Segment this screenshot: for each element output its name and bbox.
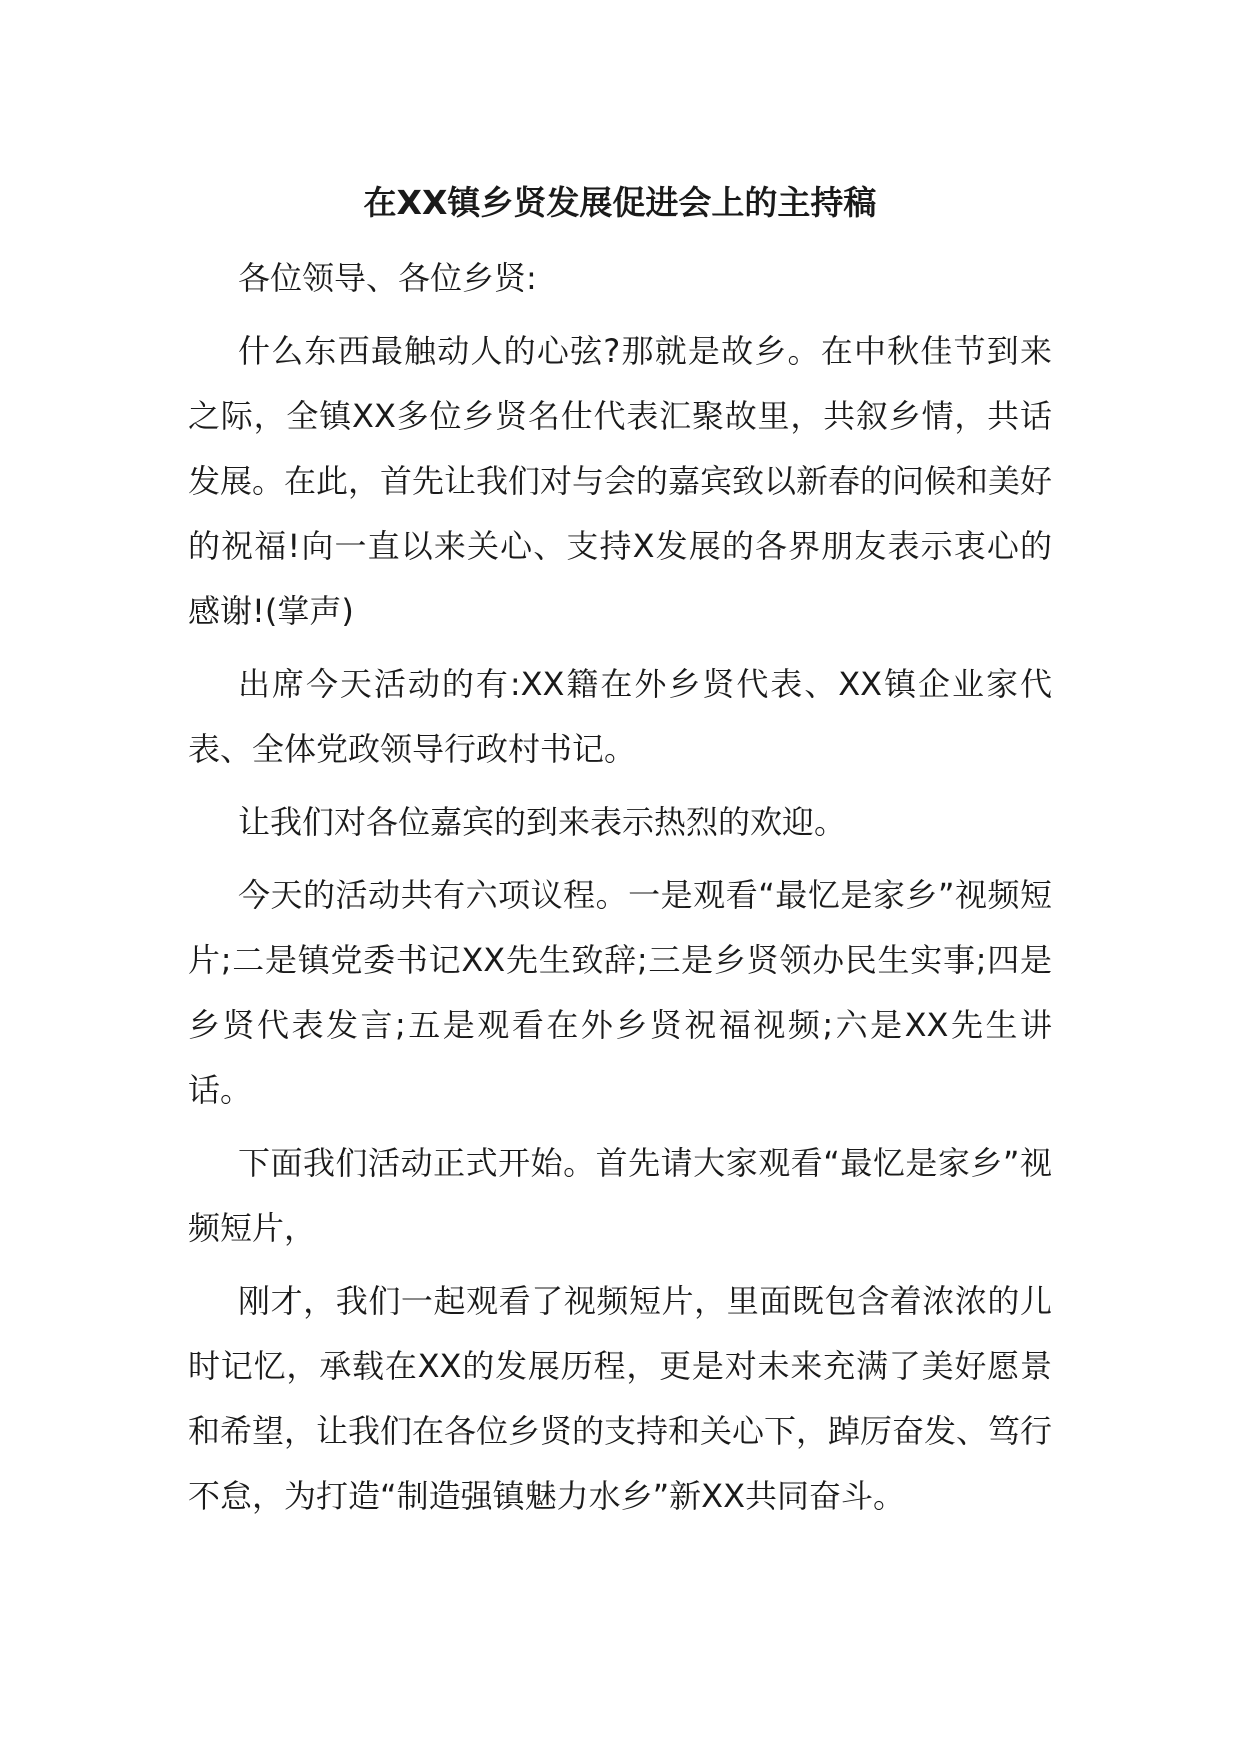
paragraph-agenda: 今天的活动共有六项议程。一是观看“最忆是家乡”视频短片;二是镇党委书记XX先生致辞;三是乡贤领办民生实事;四是乡贤代表发言;五是观看在外乡贤祝福视频;六是XX先生讲话。 xyxy=(188,876,1052,1109)
paragraph-opening: 什么东西最触动人的心弦?那就是故乡。在中秋佳节到来之际，全镇XX多位乡贤名仕代表汇聚故里，共叙乡情，共话发展。在此，首先让我们对与会的嘉宾致以新春的问候和美好的祝福!向一直以来关心、支持X发展的各界朋友表示衷心的感谢!(掌声) xyxy=(188,332,1053,630)
paragraph-closing: 刚才，我们一起观看了视频短片，里面既包含着浓浓的儿时记忆，承载在XX的发展历程，更是对未来充满了美好愿景和希望，让我们在各位乡贤的支持和关心下，踔厉奋发、笃行不怠，为打造“制造强镇魅力水乡”新XX共同奋斗。 xyxy=(188,1282,1053,1515)
paragraph-attendees: 出席今天活动的有:XX籍在外乡贤代表、XX镇企业家代表、全体党政领导行政村书记。 xyxy=(188,665,1052,768)
paragraph-welcome: 让我们对各位嘉宾的到来表示热烈的欢迎。 xyxy=(238,803,847,841)
paragraph-start: 下面我们活动正式开始。首先请大家观看“最忆是家乡”视频短片， xyxy=(188,1144,1052,1247)
document-title: 在XX镇乡贤发展促进会上的主持稿 xyxy=(363,183,877,222)
document-body xyxy=(188,170,1052,1537)
paragraph-salutation: 各位领导、各位乡贤: xyxy=(238,259,537,297)
